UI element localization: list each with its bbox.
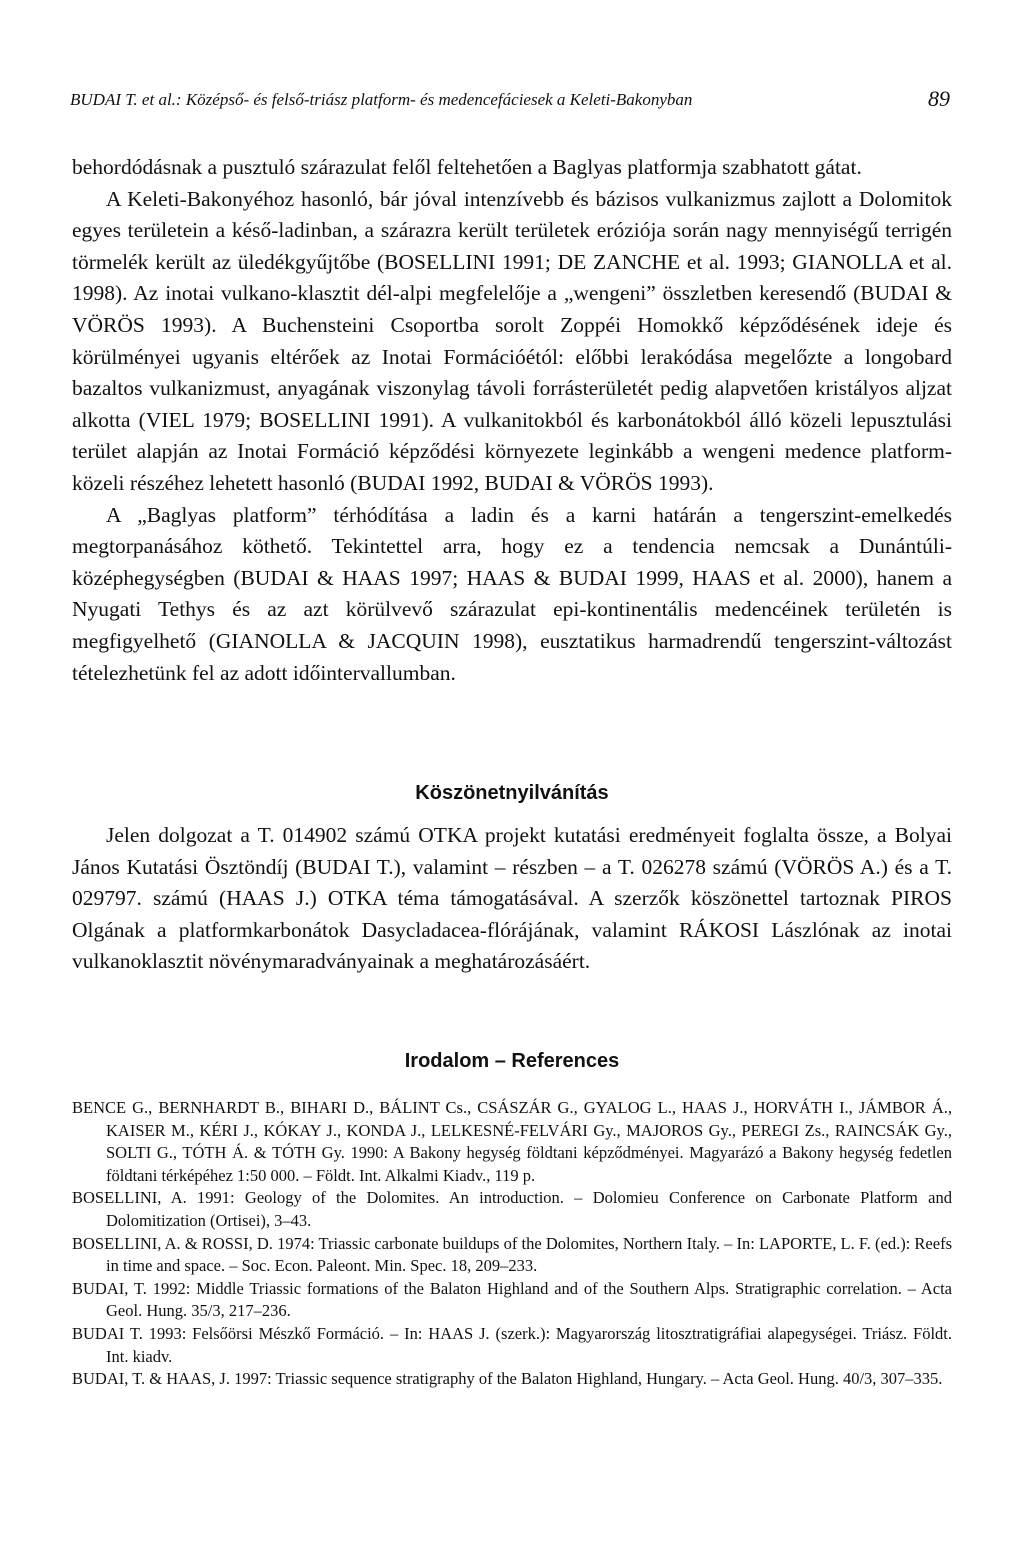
reference-item: BOSELLINI, A. 1991: Geology of the Dolomites. An introduction. – Dolomieu Conference on Carbonate Platform and Dolomitization (Ortisei), 3–43. <box>72 1188 952 1230</box>
reference-item: BUDAI, T. 1992: Middle Triassic formations of the Balaton Highland and of the Southern Alps. Stratigraphic correlation. – Acta Geol. Hung. 35/3, 217–236. <box>72 1278 952 1321</box>
running-header <box>70 86 950 120</box>
paragraph: Jelen dolgozat a T. 014902 számú OTKA projekt kutatási eredményeit foglalta össze, a Bolyai János Kutatási Ösztöndíj (BUDAI T.), valamint – részben – a T. 026278 számú (VÖRÖS A.) és a T. 029797. számú (HAAS J.) OTKA téma támogatásával. A szerzők köszönettel tartoznak PIROS Olgának a platformkarbonátok Dasycladacea-flórájának, valamint RÁKOSI Lászlónak az inotai vulkanoklasztit növénymaradványainak a meghatározásáért. <box>72 823 952 974</box>
paragraph: A „Baglyas platform” térhódítása a ladin és a karni határán a tengerszint-emelkedés megtorpanásához köthető. Tekintettel arra, hogy ez a tendencia nemcsak a Dunántúli-középhegységben (BUDAI & HAAS 1997; HAAS & BUDAI 1999, HAAS et al. 2000), hanem a Nyugati Tethys és az azt körülvevő szárazulat epi-kontinentális medencéinek területén is megfigyelhető (GIANOLLA & JACQUIN 1998), eusztatikus harmadrendű tengerszint-változást tételezhetünk fel az adott időintervallumban. <box>72 502 952 685</box>
body-text <box>72 152 952 689</box>
running-head: BUDAI T. et al.: Középső- és felső-triász platform- és medencefáciesek a Keleti-Bakonyban <box>70 90 693 109</box>
reference-item: BENCE G., BERNHARDT B., BIHARI D., BÁLINT Cs., CSÁSZÁR G., GYALOG L., HAAS J., HORVÁTH I., JÁMBOR Á., KAISER M., KÉRI J., KÓKAY J., KONDA J., LELKESNÉ-FELVÁRI Gy., MAJOROS Gy., PEREGI Zs., RAINCSÁK Gy., SOLTI G., TÓTH Á. & TÓTH Gy. 1990: A Bakony hegység földtani képződményei. Magyarázó a Bakony hegység fedetlen földtani térképéhez 1:50 000. – Földt. Int. Alkalmi Kiadv., 119 p. <box>72 1098 952 1185</box>
acknowledgements-text <box>72 820 952 978</box>
references-heading: Irodalom – References <box>404 1050 620 1072</box>
paragraph: A Keleti-Bakonyéhoz hasonló, bár jóval intenzívebb és bázisos vulkanizmus zajlott a Dolomitok egyes területein a késő-ladinban, a szárazra került területek eróziója során nagy mennyiségű terrigén törmelék került az üledékgyűjtőbe (BOSELLINI 1991; DE ZANCHE et al. 1993; GIANOLLA et al. 1998). Az inotai vulkano-klasztit dél-alpi megfelelője a „wengeni” összletben keresendő (BUDAI & VÖRÖS 1993). A Buchensteini Csoportba sorolt Zoppéi Homokkő képződésének ideje és körülményei ugyanis eltérőek az Inotai Formációétól: előbbi lerakódása megelőzte a longobard bazaltos vulkanizmust, anyagának viszonylag távoli forrásterületét pedig alapvetően kristályos aljzat alkotta (VIEL 1979; BOSELLINI 1991). A vulkanitokból és karbonátokból álló közeli lepusztulási terület alapján az Inotai Formáció képződési környezete leginkább a wengeni medence platform-közeli részéhez lehetett hasonló (BUDAI 1992, BUDAI & VÖRÖS 1993). <box>72 186 952 495</box>
references-list <box>72 1097 952 1391</box>
reference-item: BUDAI, T. & HAAS, J. 1997: Triassic sequence stratigraphy of the Balaton Highland, Hungary. – Acta Geol. Hung. 40/3, 307–335. <box>72 1369 943 1389</box>
acknowledgements-heading: Köszönetnyilvánítás <box>415 782 609 804</box>
reference-item: BUDAI T. 1993: Felsőörsi Mészkő Formáció. – In: HAAS J. (szerk.): Magyarország litosztratigráfiai alapegységei. Triász. Földt. Int. kiadv. <box>72 1323 952 1366</box>
paragraph: behordódásnak a pusztuló szárazulat felől feltehetően a Baglyas platformja szabhatott gátat. <box>72 155 862 179</box>
page-number: 89 <box>928 86 950 111</box>
reference-item: BOSELLINI, A. & ROSSI, D. 1974: Triassic carbonate buildups of the Dolomites, Northern Italy. – In: LAPORTE, L. F. (ed.): Reefs in time and space. – Soc. Econ. Paleont. Min. Spec. 18, 209–233. <box>72 1233 952 1276</box>
